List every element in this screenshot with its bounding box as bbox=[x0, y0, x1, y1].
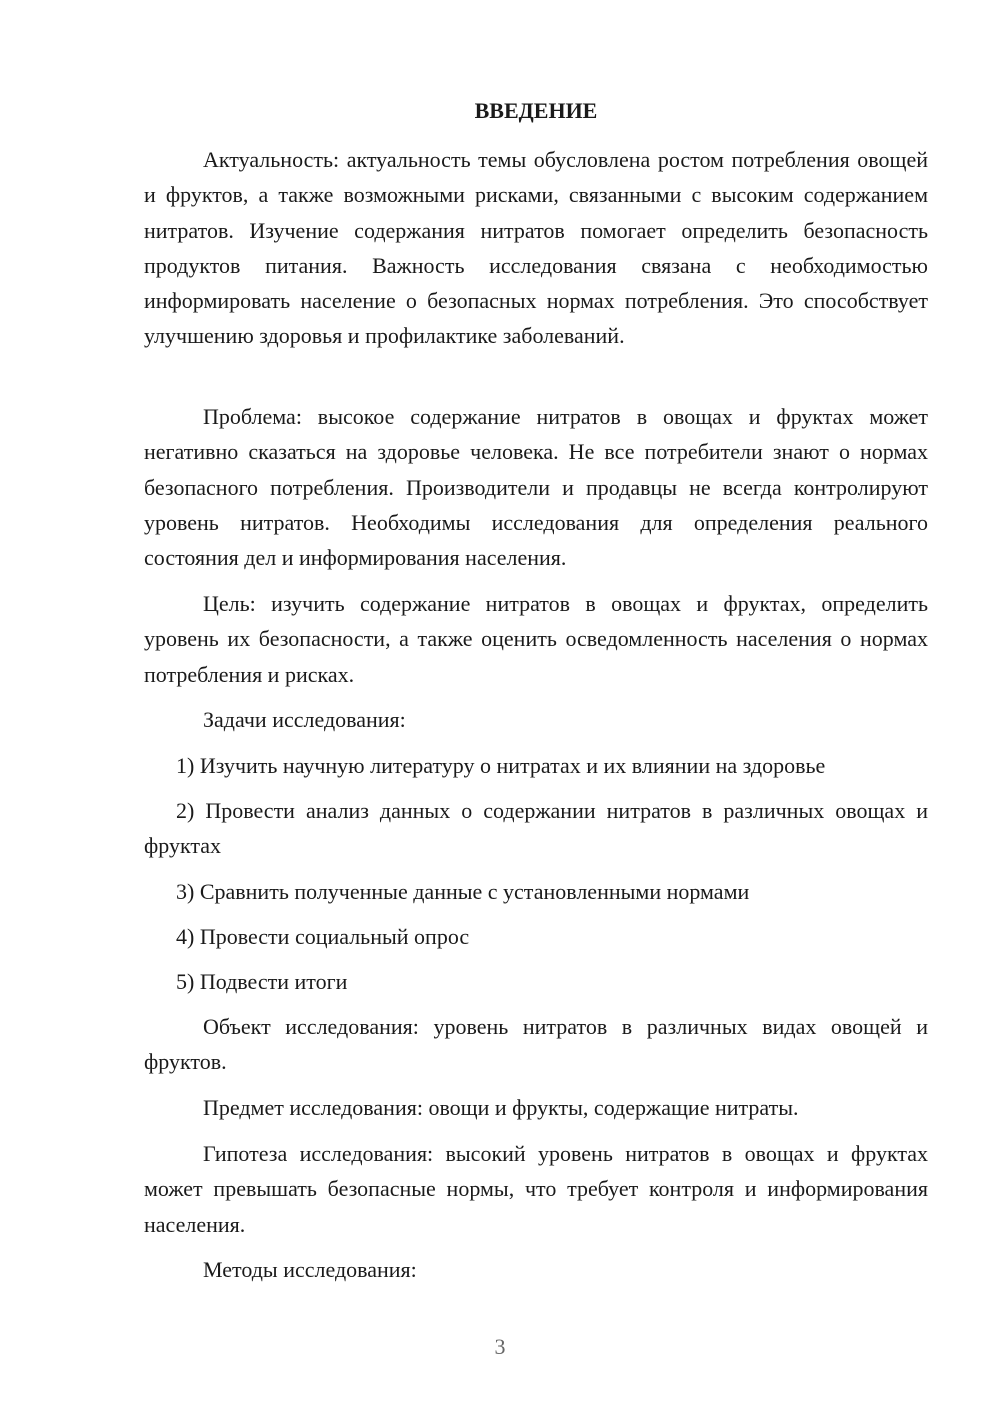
task-item-2: 2) Провести анализ данных о содержании нитратов в различных овощах и фруктах bbox=[144, 798, 928, 859]
page-title: ВВЕДЕНИЕ bbox=[474, 98, 598, 123]
object-paragraph: Объект исследования: уровень нитратов в различных видах овощей и фруктов. bbox=[144, 1014, 928, 1075]
subject-paragraph: Предмет исследования: овощи и фрукты, содержащие нитраты. bbox=[203, 1095, 799, 1120]
document-page bbox=[144, 0, 928, 1414]
tasks-heading: Задачи исследования: bbox=[203, 707, 406, 732]
task-item-3: 3) Сравнить полученные данные с установленными нормами bbox=[176, 879, 750, 904]
task-item-5: 5) Подвести итоги bbox=[176, 969, 348, 994]
relevance-paragraph: Актуальность: актуальность темы обусловлена ростом потребления овощей и фруктов, а также возможными рисками, связанными с высоким содержанием нитратов. Изучение содержания нитратов помогает определить безопасность продуктов питания. Важность исследования связана с необходимостью информировать население о безопасных нормах потребления. Это способствует улучшению здоровья и профилактике заболеваний. bbox=[144, 147, 928, 349]
methods-heading: Методы исследования: bbox=[203, 1257, 417, 1282]
hypothesis-paragraph: Гипотеза исследования: высокий уровень нитратов в овощах и фруктах может превышать безопасные нормы, что требует контроля и информирования населения. bbox=[144, 1141, 928, 1237]
problem-paragraph: Проблема: высокое содержание нитратов в овощах и фруктах может негативно сказаться на здоровье человека. Не все потребители знают о нормах безопасного потребления. Производители и продавцы не всегда контролируют уровень нитратов. Необходимы исследования для определения реального состояния дел и информирования населения. bbox=[144, 404, 928, 571]
goal-paragraph: Цель: изучить содержание нитратов в овощах и фруктах, определить уровень их безопасности, а также оценить осведомленность населения о нормах потребления и рисках. bbox=[144, 591, 928, 687]
task-item-4: 4) Провести социальный опрос bbox=[176, 924, 470, 949]
page-number: 3 bbox=[494, 1334, 506, 1359]
task-item-1: 1) Изучить научную литературу о нитратах и их влиянии на здоровье bbox=[176, 753, 826, 778]
